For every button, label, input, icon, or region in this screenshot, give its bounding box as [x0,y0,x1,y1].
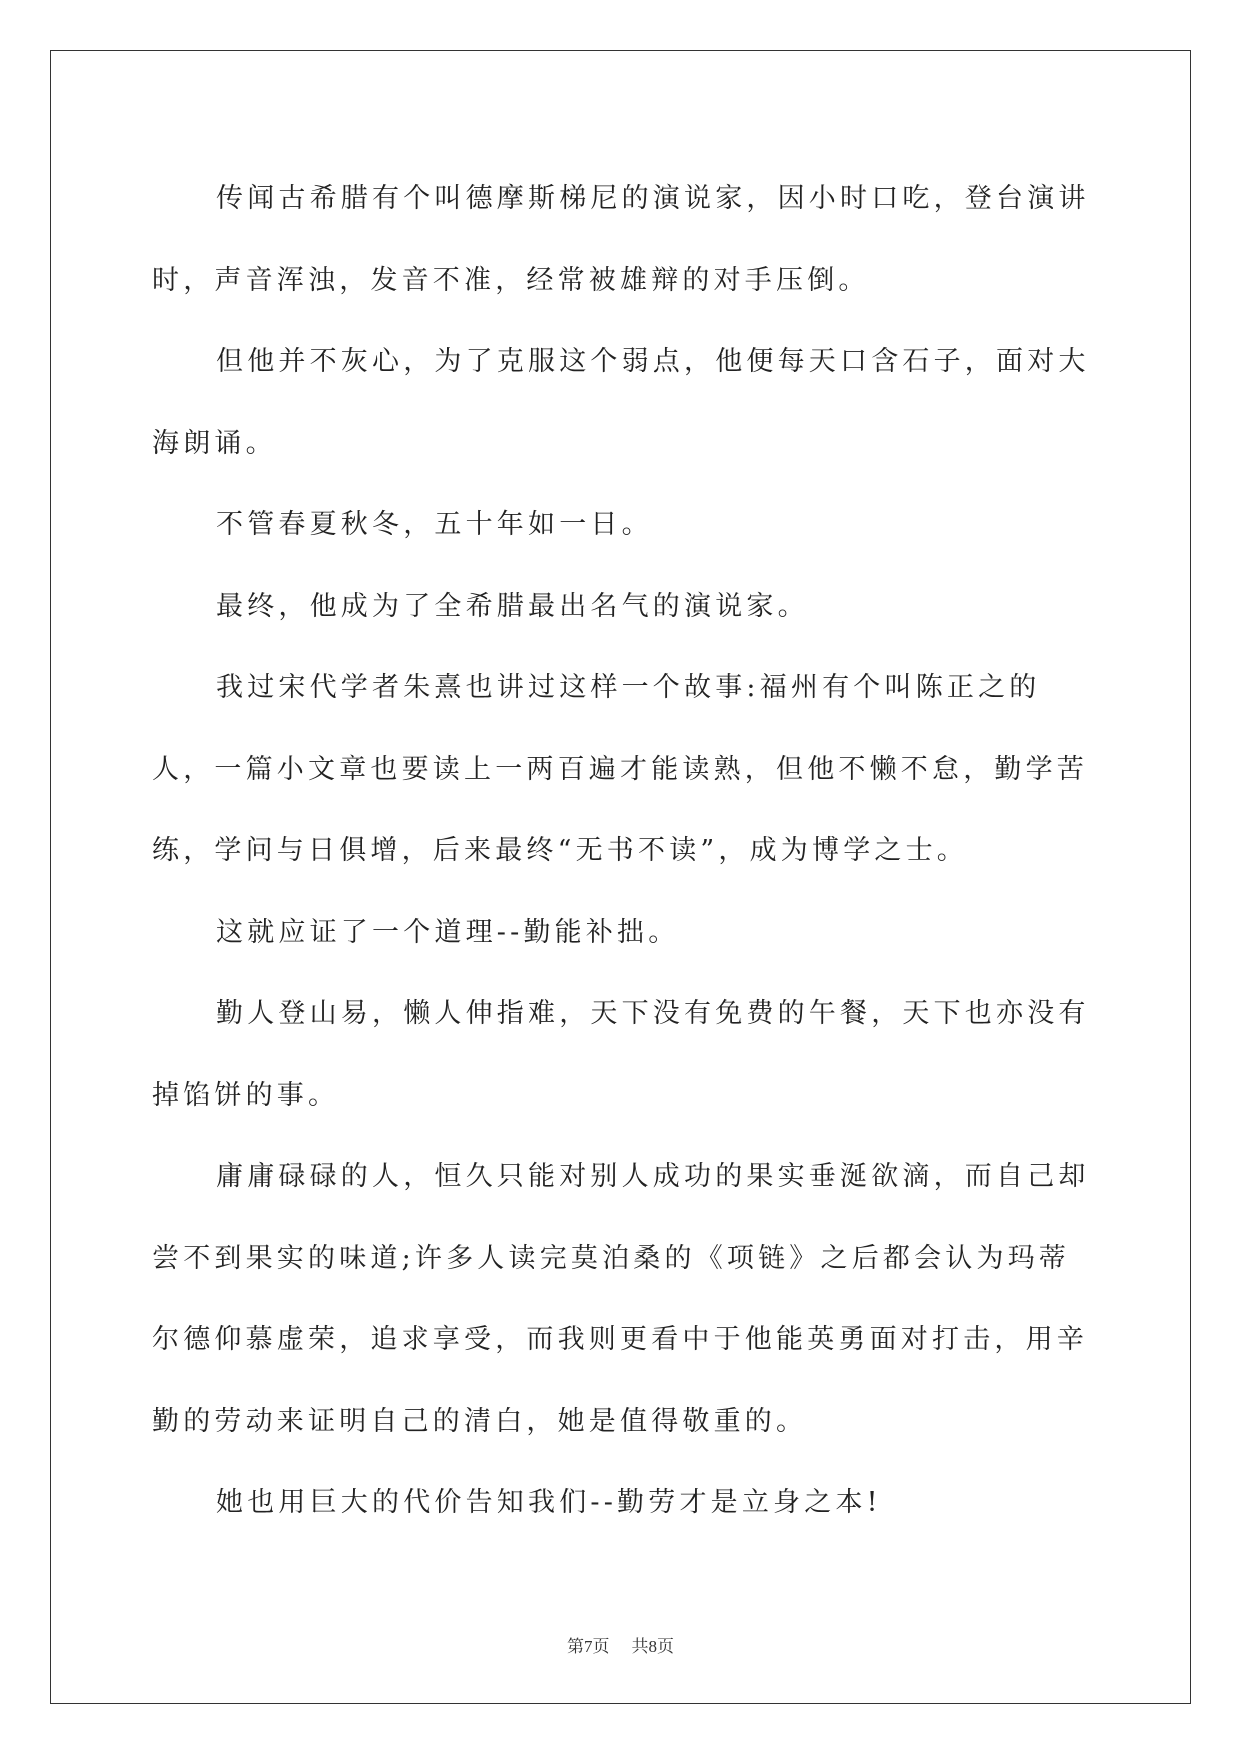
paragraph-5: 我过宋代学者朱熹也讲过这样一个故事:福州有个叫陈正之的人，一篇小文章也要读上一两百遍才能读熟，但他不懒不怠，勤学苦练，学问与日俱增，后来最终“无书不读”，成为博学之士。 [152,672,1088,866]
total-pages: 共8页 [631,1637,674,1656]
paragraph-6: 这就应证了一个道理--勤能补拙。 [216,916,680,948]
paragraph-9: 她也用巨大的代价告知我们--勤劳才是立身之本! [216,1487,882,1518]
paragraph-4: 最终，他成为了全希腊最出名气的演说家。 [216,590,809,622]
current-page-number: 第7页 [567,1637,610,1656]
paragraph-8: 庸庸碌碌的人，恒久只能对别人成功的果实垂涎欲滴，而自己却尝不到果实的味道;许多人读完莫泊桑的《项链》之后都会认为玛蒂尔德仰慕虚荣，追求享受，而我则更看中于他能英勇面对打击，用辛勤的劳动来证明自己的清白，她是值得敬重的。 [152,1161,1090,1437]
document-body [152,158,1092,1544]
paragraph-1: 传闻古希腊有个叫德摩斯梯尼的演说家，因小时口吃，登台演讲时，声音浑浊，发音不准，经常被雄辩的对手压倒。 [152,183,1090,296]
paragraph-2: 但他并不灰心，为了克服这个弱点，他便每天口含石子，面对大海朗诵。 [152,346,1090,459]
paragraph-3: 不管春夏秋冬，五十年如一日。 [216,509,653,540]
page-footer [0,1632,1241,1657]
paragraph-7: 勤人登山易，懒人伸指难，天下没有免费的午餐，天下也亦没有掉馅饼的事。 [152,998,1090,1111]
